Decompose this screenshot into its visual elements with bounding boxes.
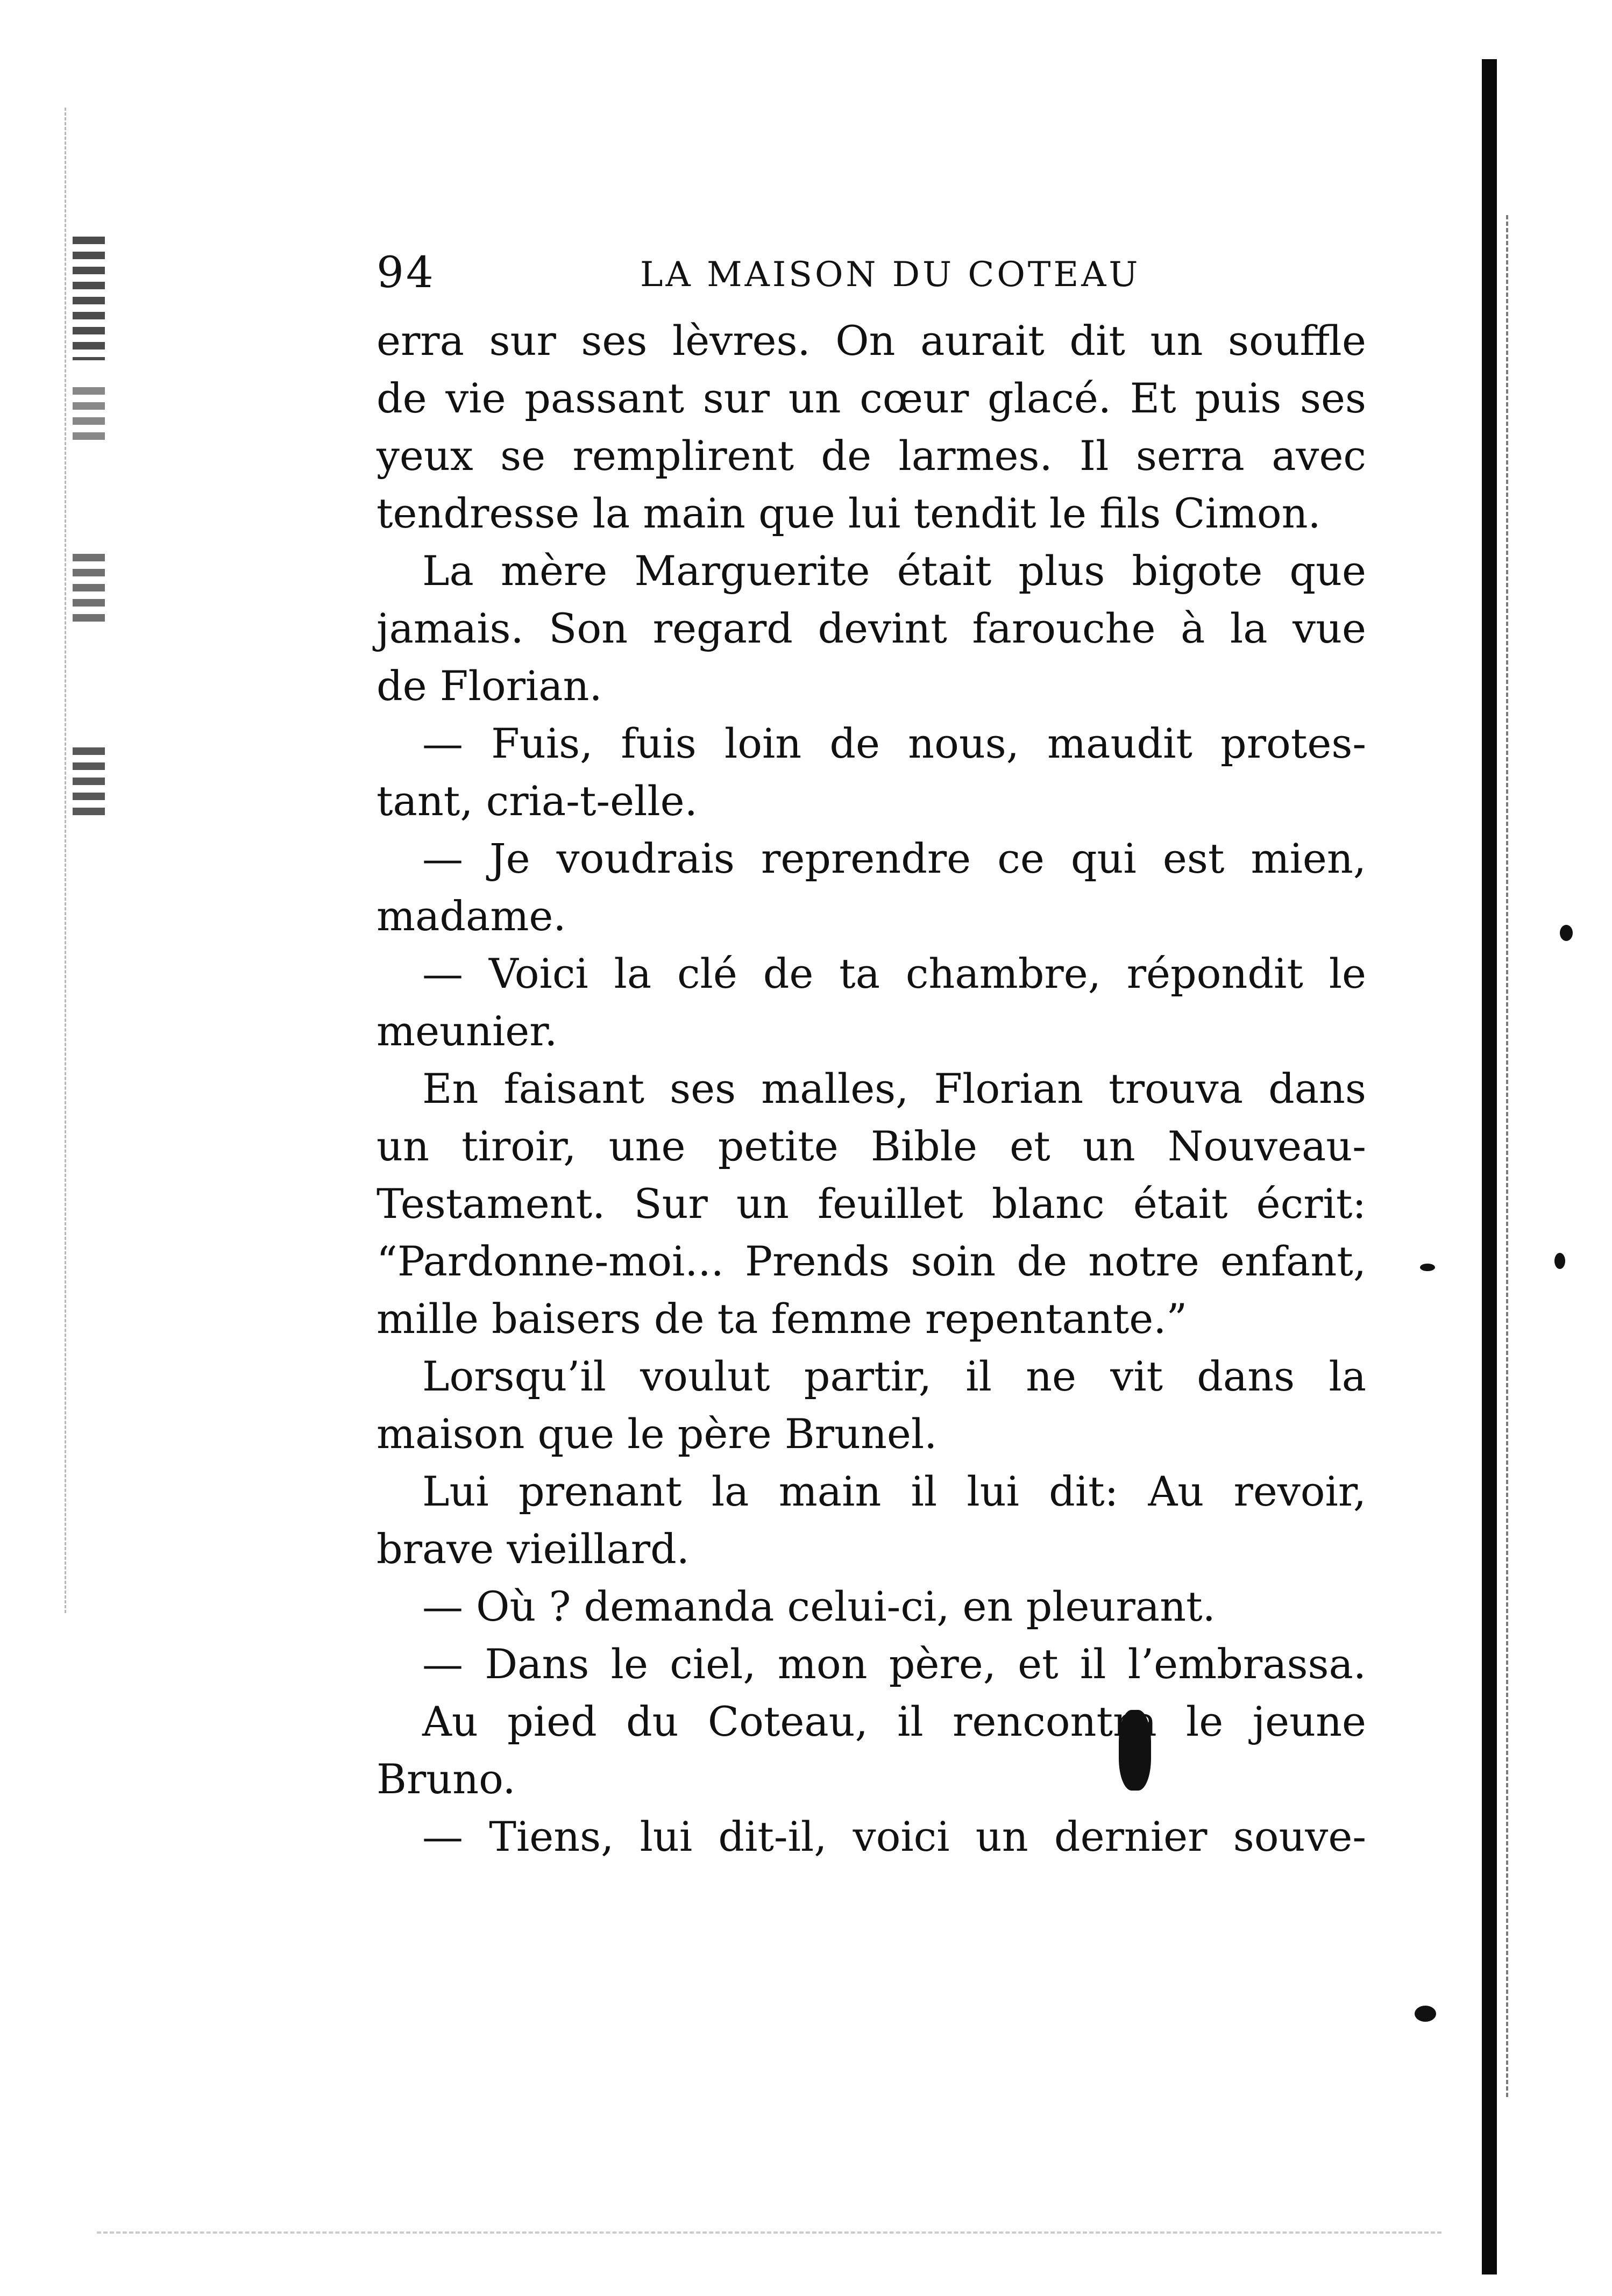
scan-edge-dashes (1506, 215, 1511, 2097)
text-line: — Dans le ciel, mon père, et il l’embrassa. (422, 1640, 1366, 1688)
body-text (377, 312, 1366, 1865)
ink-speck (1560, 925, 1573, 941)
text-line: maison que le père Brunel. (377, 1410, 938, 1458)
text-line: meunier. (377, 1007, 558, 1055)
text-line: de Florian. (377, 662, 602, 710)
text-line: mille baisers de ta femme repentante.” (377, 1295, 1188, 1343)
page-binding-edge (1482, 59, 1497, 2274)
ink-speck (1420, 1264, 1435, 1271)
text-line: jamais. Son regard devint farouche à la vue (377, 604, 1366, 652)
scan-margin-blocks (73, 554, 105, 629)
text-line: Lorsqu’il voulut partir, il ne vit dans la (422, 1352, 1366, 1400)
running-title: LA MAISON DU COTEAU (640, 255, 1141, 295)
text-line: Au pied du Coteau, il rencontra le jeune (422, 1698, 1366, 1745)
text-line: tant, cria-t-elle. (377, 777, 698, 825)
text-line: un tiroir, une petite Bible et un Nouveau- (377, 1122, 1366, 1170)
running-head (377, 237, 1366, 312)
text-line: — Fuis, fuis loin de nous, maudit protes- (422, 719, 1366, 767)
text-line: tendresse la main que lui tendit le fils Cimon. (377, 489, 1321, 537)
text-line: yeux se remplirent de larmes. Il serra avec (377, 432, 1366, 480)
text-line: En faisant ses malles, Florian trouva dans (422, 1065, 1366, 1113)
text-line: “Pardonne-moi... Prends soin de notre enfant, (377, 1237, 1366, 1285)
text-line: brave vieillard. (377, 1525, 690, 1573)
text-line: erra sur ses lèvres. On aurait dit un souffle (377, 317, 1366, 365)
book-page (377, 237, 1366, 1865)
text-line: — Voici la clé de ta chambre, répondit le (422, 950, 1366, 997)
text-line: Testament. Sur un feuillet blanc était écrit: (377, 1180, 1366, 1228)
scan-margin-blocks (73, 387, 105, 446)
text-line: Lui prenant la main il lui dit: Au revoir, (422, 1467, 1366, 1515)
text-line: Bruno. (377, 1755, 516, 1803)
text-line: — Où ? demanda celui-ci, en pleurant. (422, 1582, 1216, 1630)
text-line: La mère Marguerite était plus bigote que (422, 547, 1366, 595)
scan-bottom-noise (97, 2231, 1441, 2234)
text-line: de vie passant sur un cœur glacé. Et puis ses (377, 374, 1366, 422)
text-line: — Tiens, lui dit-il, voici un dernier souve- (422, 1813, 1366, 1860)
ink-speck (1415, 2006, 1436, 2022)
scan-margin-blocks (73, 237, 105, 360)
scan-margin-blocks (73, 747, 105, 823)
text-line: — Je voudrais reprendre ce qui est mien, (422, 835, 1366, 882)
ink-speck (1554, 1253, 1565, 1269)
page-number: 94 (377, 247, 436, 297)
text-line: madame. (377, 892, 566, 940)
